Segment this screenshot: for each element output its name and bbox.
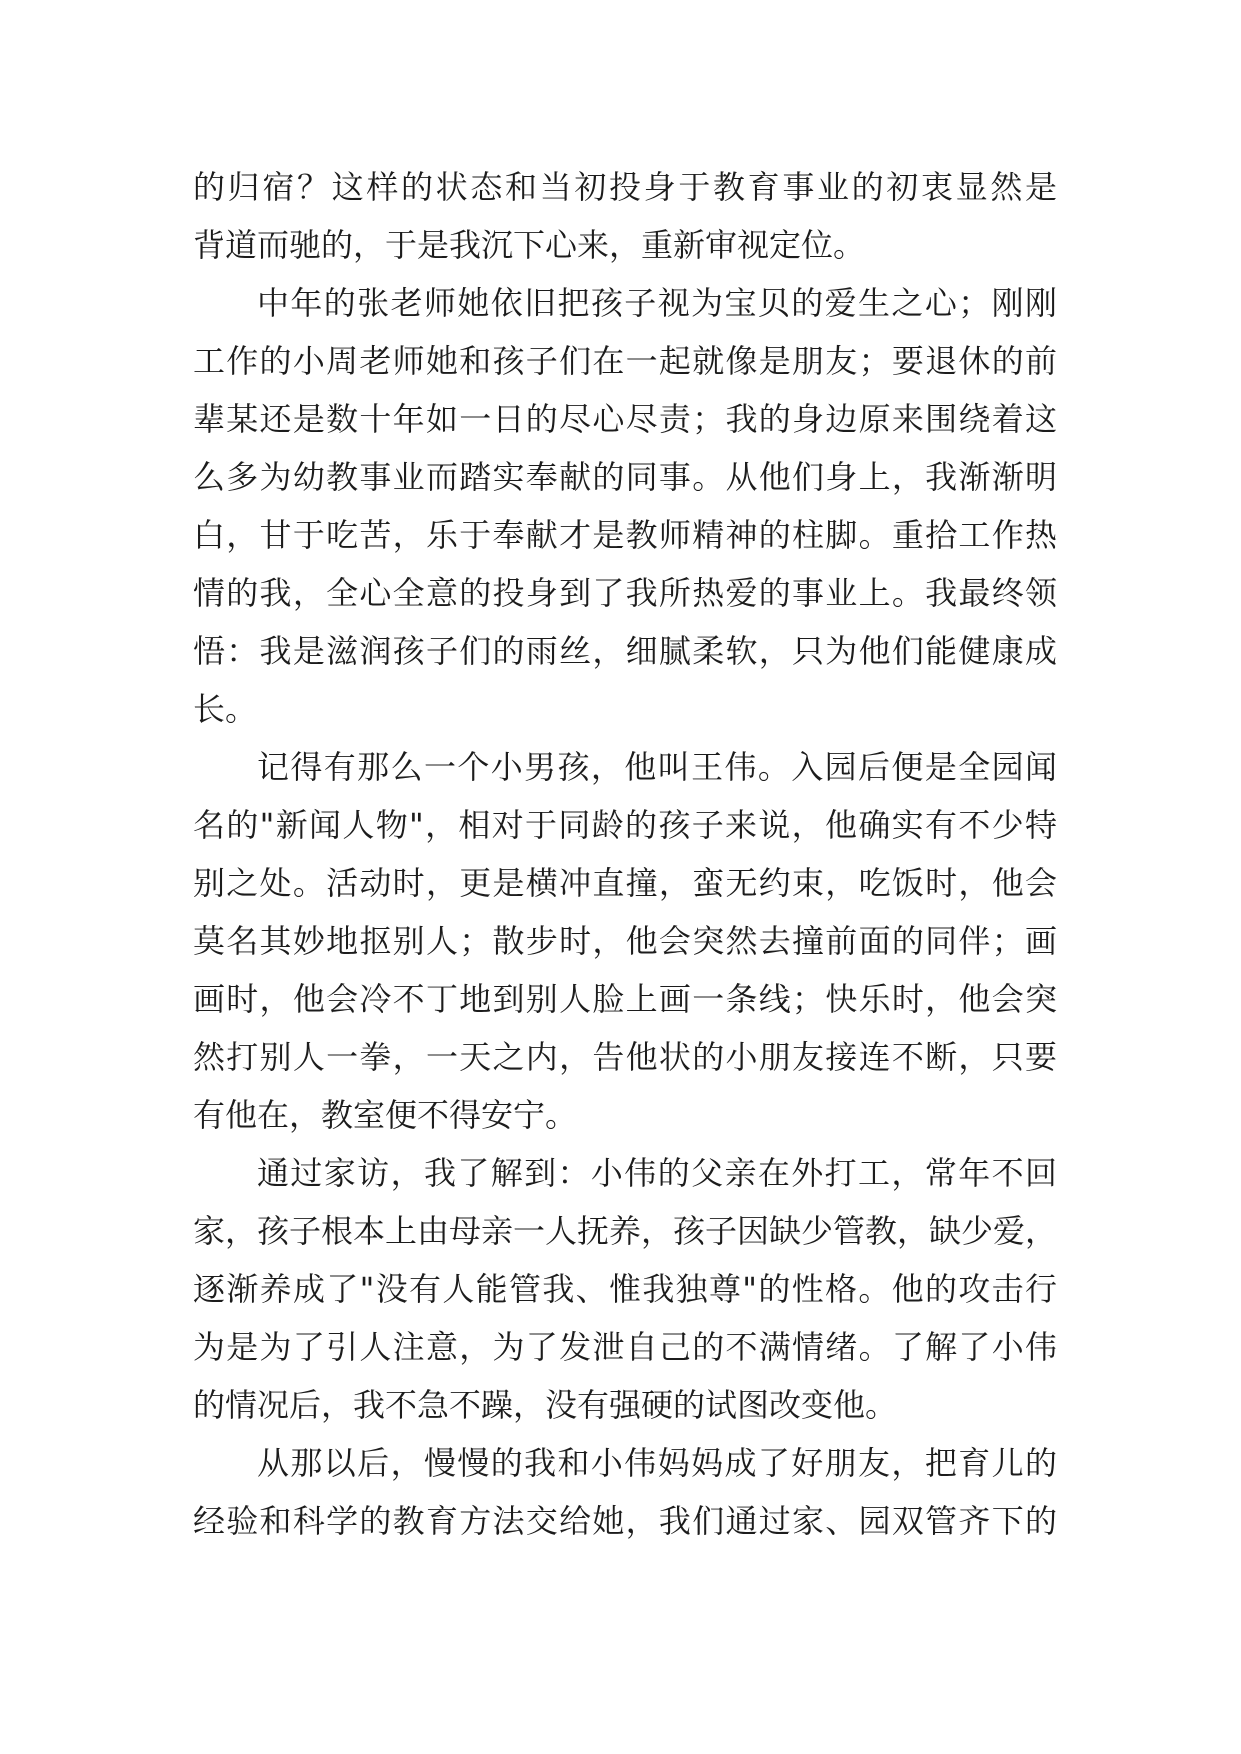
text-line: 工作的小周老师她和孩子们在一起就像是朋友；要退休的前 <box>193 342 1057 380</box>
text-line: 画时，他会冷不丁地到别人脸上画一条线；快乐时，他会突 <box>193 980 1057 1018</box>
paragraph-4 <box>193 1144 1057 1434</box>
text-line: 别之处。活动时，更是横冲直撞，蛮无约束，吃饭时，他会 <box>193 864 1057 902</box>
text-line: 背道而驰的，于是我沉下心来，重新审视定位。 <box>193 226 866 264</box>
text-line: 中年的张老师她依旧把孩子视为宝贝的爱生之心；刚刚 <box>257 284 1057 322</box>
paragraph-5 <box>193 1434 1057 1550</box>
text-line: 莫名其妙地抠别人；散步时，他会突然去撞前面的同伴；画 <box>193 922 1057 960</box>
text-line: 名的"新闻人物"，相对于同龄的孩子来说，他确实有不少特 <box>193 806 1057 844</box>
text-line: 逐渐养成了"没有人能管我、惟我独尊"的性格。他的攻击行 <box>193 1270 1057 1308</box>
text-line: 白，甘于吃苦，乐于奉献才是教师精神的柱脚。重拾工作热 <box>193 516 1057 554</box>
text-line: 辈某还是数十年如一日的尽心尽责；我的身边原来围绕着这 <box>193 400 1057 438</box>
text-line: 从那以后，慢慢的我和小伟妈妈成了好朋友，把育儿的 <box>257 1444 1057 1482</box>
text-line: 悟：我是滋润孩子们的雨丝，细腻柔软，只为他们能健康成 <box>193 632 1057 670</box>
text-line: 经验和科学的教育方法交给她，我们通过家、园双管齐下的 <box>193 1502 1057 1540</box>
text-line: 的情况后，我不急不躁，没有强硬的试图改变他。 <box>193 1386 898 1424</box>
text-line: 的归宿？这样的状态和当初投身于教育事业的初衷显然是 <box>193 168 1057 206</box>
text-line: 情的我，全心全意的投身到了我所热爱的事业上。我最终领 <box>193 574 1057 612</box>
text-line: 么多为幼教事业而踏实奉献的同事。从他们身上，我渐渐明 <box>193 458 1057 496</box>
text-line: 有他在，教室便不得安宁。 <box>193 1096 578 1134</box>
paragraph-1 <box>193 158 1057 274</box>
text-line: 记得有那么一个小男孩，他叫王伟。入园后便是全园闻 <box>257 748 1057 786</box>
text-line: 通过家访，我了解到：小伟的父亲在外打工，常年不回 <box>257 1154 1057 1192</box>
body-text <box>193 158 1057 1550</box>
text-line: 家，孩子根本上由母亲一人抚养，孩子因缺少管教，缺少爱， <box>193 1212 1058 1250</box>
text-line: 为是为了引人注意，为了发泄自己的不满情绪。了解了小伟 <box>193 1328 1057 1366</box>
text-line: 长。 <box>193 690 258 728</box>
text-line: 然打别人一拳，一天之内，告他状的小朋友接连不断，只要 <box>193 1038 1057 1076</box>
paragraph-2 <box>193 274 1057 738</box>
paragraph-3 <box>193 738 1057 1144</box>
